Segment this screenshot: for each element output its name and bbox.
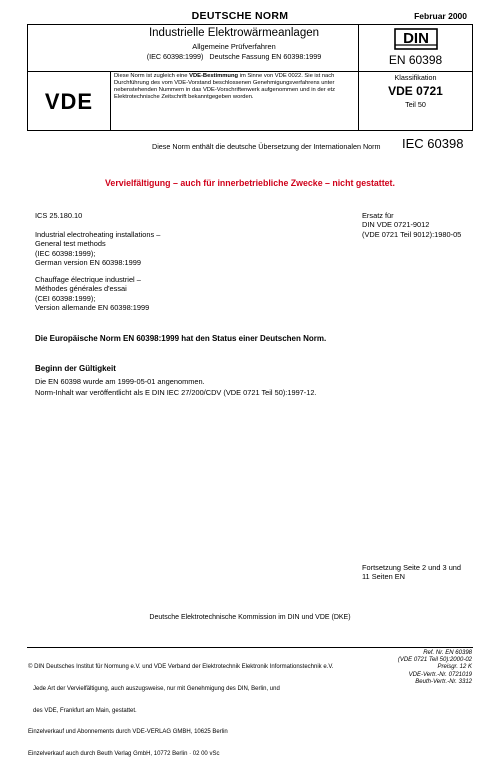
french-title: [35, 275, 149, 312]
continuation-line: Fortsetzung Seite 2 und 3 und: [362, 563, 462, 572]
vde-note: [114, 73, 354, 101]
validity-line: Die EN 60398 wurde am 1999-05-01 angenommen.: [35, 377, 205, 386]
din-cell: [358, 26, 473, 67]
french-title-line: Version allemande EN 60398:1999: [35, 302, 150, 312]
din-number: EN 60398: [388, 53, 443, 67]
continuation-line: 11 Seiten EN: [362, 572, 406, 582]
vde-note-bold: VDE-Bestimmung: [189, 73, 239, 79]
french-title-line: (CEI 60398:1999);: [35, 293, 96, 303]
footer-line: des VDE, Frankfurt am Main, gestattet.: [28, 707, 137, 714]
translation-note: Diese Norm enthält die deutsche Übersetzung der Internationalen Norm: [152, 142, 381, 151]
classification-number: VDE 0721: [388, 84, 443, 98]
footer-line: Einzelverkauf auch durch Beuth Verlag GmbH, 10772 Berlin · 02 00 vSc: [28, 750, 220, 757]
footer-line: Einzelverkauf und Abonnements durch VDE-VERLAG GMBH, 10625 Berlin: [28, 729, 228, 736]
classification-part: Teil 50: [405, 100, 426, 109]
iec-number: IEC 60398: [402, 136, 464, 151]
commission-line: Deutsche Elektrotechnische Kommission im DIN und VDE (DKE): [149, 614, 351, 621]
vde-logo: [34, 89, 104, 113]
replaces-line: (VDE 0721 Teil 9012):1980-05: [362, 229, 462, 239]
document-reference: (IEC 60398:1999) Deutsche Fassung EN 60398:1999: [146, 52, 322, 61]
document-title: Industrielle Elektrowärmeanlagen: [148, 27, 320, 39]
footer-ref-line: Ref. Nr. EN 60398: [423, 650, 472, 656]
footer-ref-line: (VDE 0721 Teil 50):2000-02: [397, 657, 472, 664]
footer-ref-line: Preisgr. 12 K: [437, 664, 472, 671]
replaces-line: DIN VDE 0721-9012: [362, 220, 430, 230]
footer-copyright: [28, 650, 398, 765]
english-title-line: German version EN 60398:1999: [35, 257, 141, 267]
footer-separator: [27, 647, 473, 648]
footer-reference: [398, 650, 472, 686]
norm-type: DEUTSCHE NORM: [191, 10, 289, 22]
validity-line: Norm-Inhalt war veröffentlicht als E DIN IEC 27/200/CDV (VDE 0721 Teil 50):1997-12.: [35, 387, 317, 397]
status-statement: Die Europäische Norm EN 60398:1999 hat den Status einer Deutschen Norm.: [35, 334, 327, 343]
english-title: [35, 230, 160, 267]
ics-code: ICS 25.180.10: [35, 211, 83, 220]
french-title-line: Méthodes générales d'essai: [35, 284, 127, 294]
classification-label: Klassifikation: [394, 73, 437, 82]
document-subtitle: Allgemeine Prüfverfahren: [192, 42, 276, 51]
vde-note-part-2: im Sinne von VDE 0022. Sie ist nach Durchführung des vom VDE-Vorstand beschlossenen Genehmigungsverfahrens unter nebenstehenden Nummern in das VDE-Vorschriftenwerk aufgenommen und in der etz Elektrotechnische Zeitschrift bekanntgegeben worden.: [114, 73, 336, 101]
footer-line: Jede Art der Vervielfältigung, auch auszugsweise, nur mit Genehmigung des DIN, Berlin, und: [28, 686, 280, 693]
classification-cell: [358, 73, 473, 110]
footer-ref-line: Beuth-Vertr.-Nr. 3312: [415, 678, 472, 685]
footer-ref-line: VDE-Vertr.-Nr. 0721019: [408, 671, 472, 678]
english-title-line: General test methods: [35, 239, 106, 249]
english-title-line: Industrial electroheating installations –: [35, 230, 161, 239]
vde-logo-cell: [27, 71, 110, 131]
vde-note-part-1: Diese Norm ist zugleich eine: [114, 73, 190, 79]
validity-text: [35, 377, 317, 398]
footer-line: © DIN Deutsches Institut für Normung e.V. und VDE Verband der Elektrotechnik Elektronik Informationstechnik e.V.: [28, 664, 334, 671]
replaces-line: Ersatz für: [362, 211, 394, 220]
replaces-block: [362, 211, 461, 239]
copy-warning: Vervielfältigung – auch für innerbetriebliche Zwecke – nicht gestattet.: [105, 178, 395, 188]
din-logo-text: DIN: [402, 30, 429, 47]
issue-date: Februar 2000: [414, 11, 467, 21]
title-cell: [110, 26, 358, 62]
vde-logo-text: VDE: [44, 89, 94, 113]
din-logo: [394, 28, 438, 50]
validity-heading: Beginn der Gültigkeit: [35, 364, 116, 373]
continuation-note: [362, 563, 461, 582]
french-title-line: Chauffage électrique industriel –: [35, 275, 141, 284]
english-title-line: (IEC 60398:1999);: [35, 248, 96, 258]
